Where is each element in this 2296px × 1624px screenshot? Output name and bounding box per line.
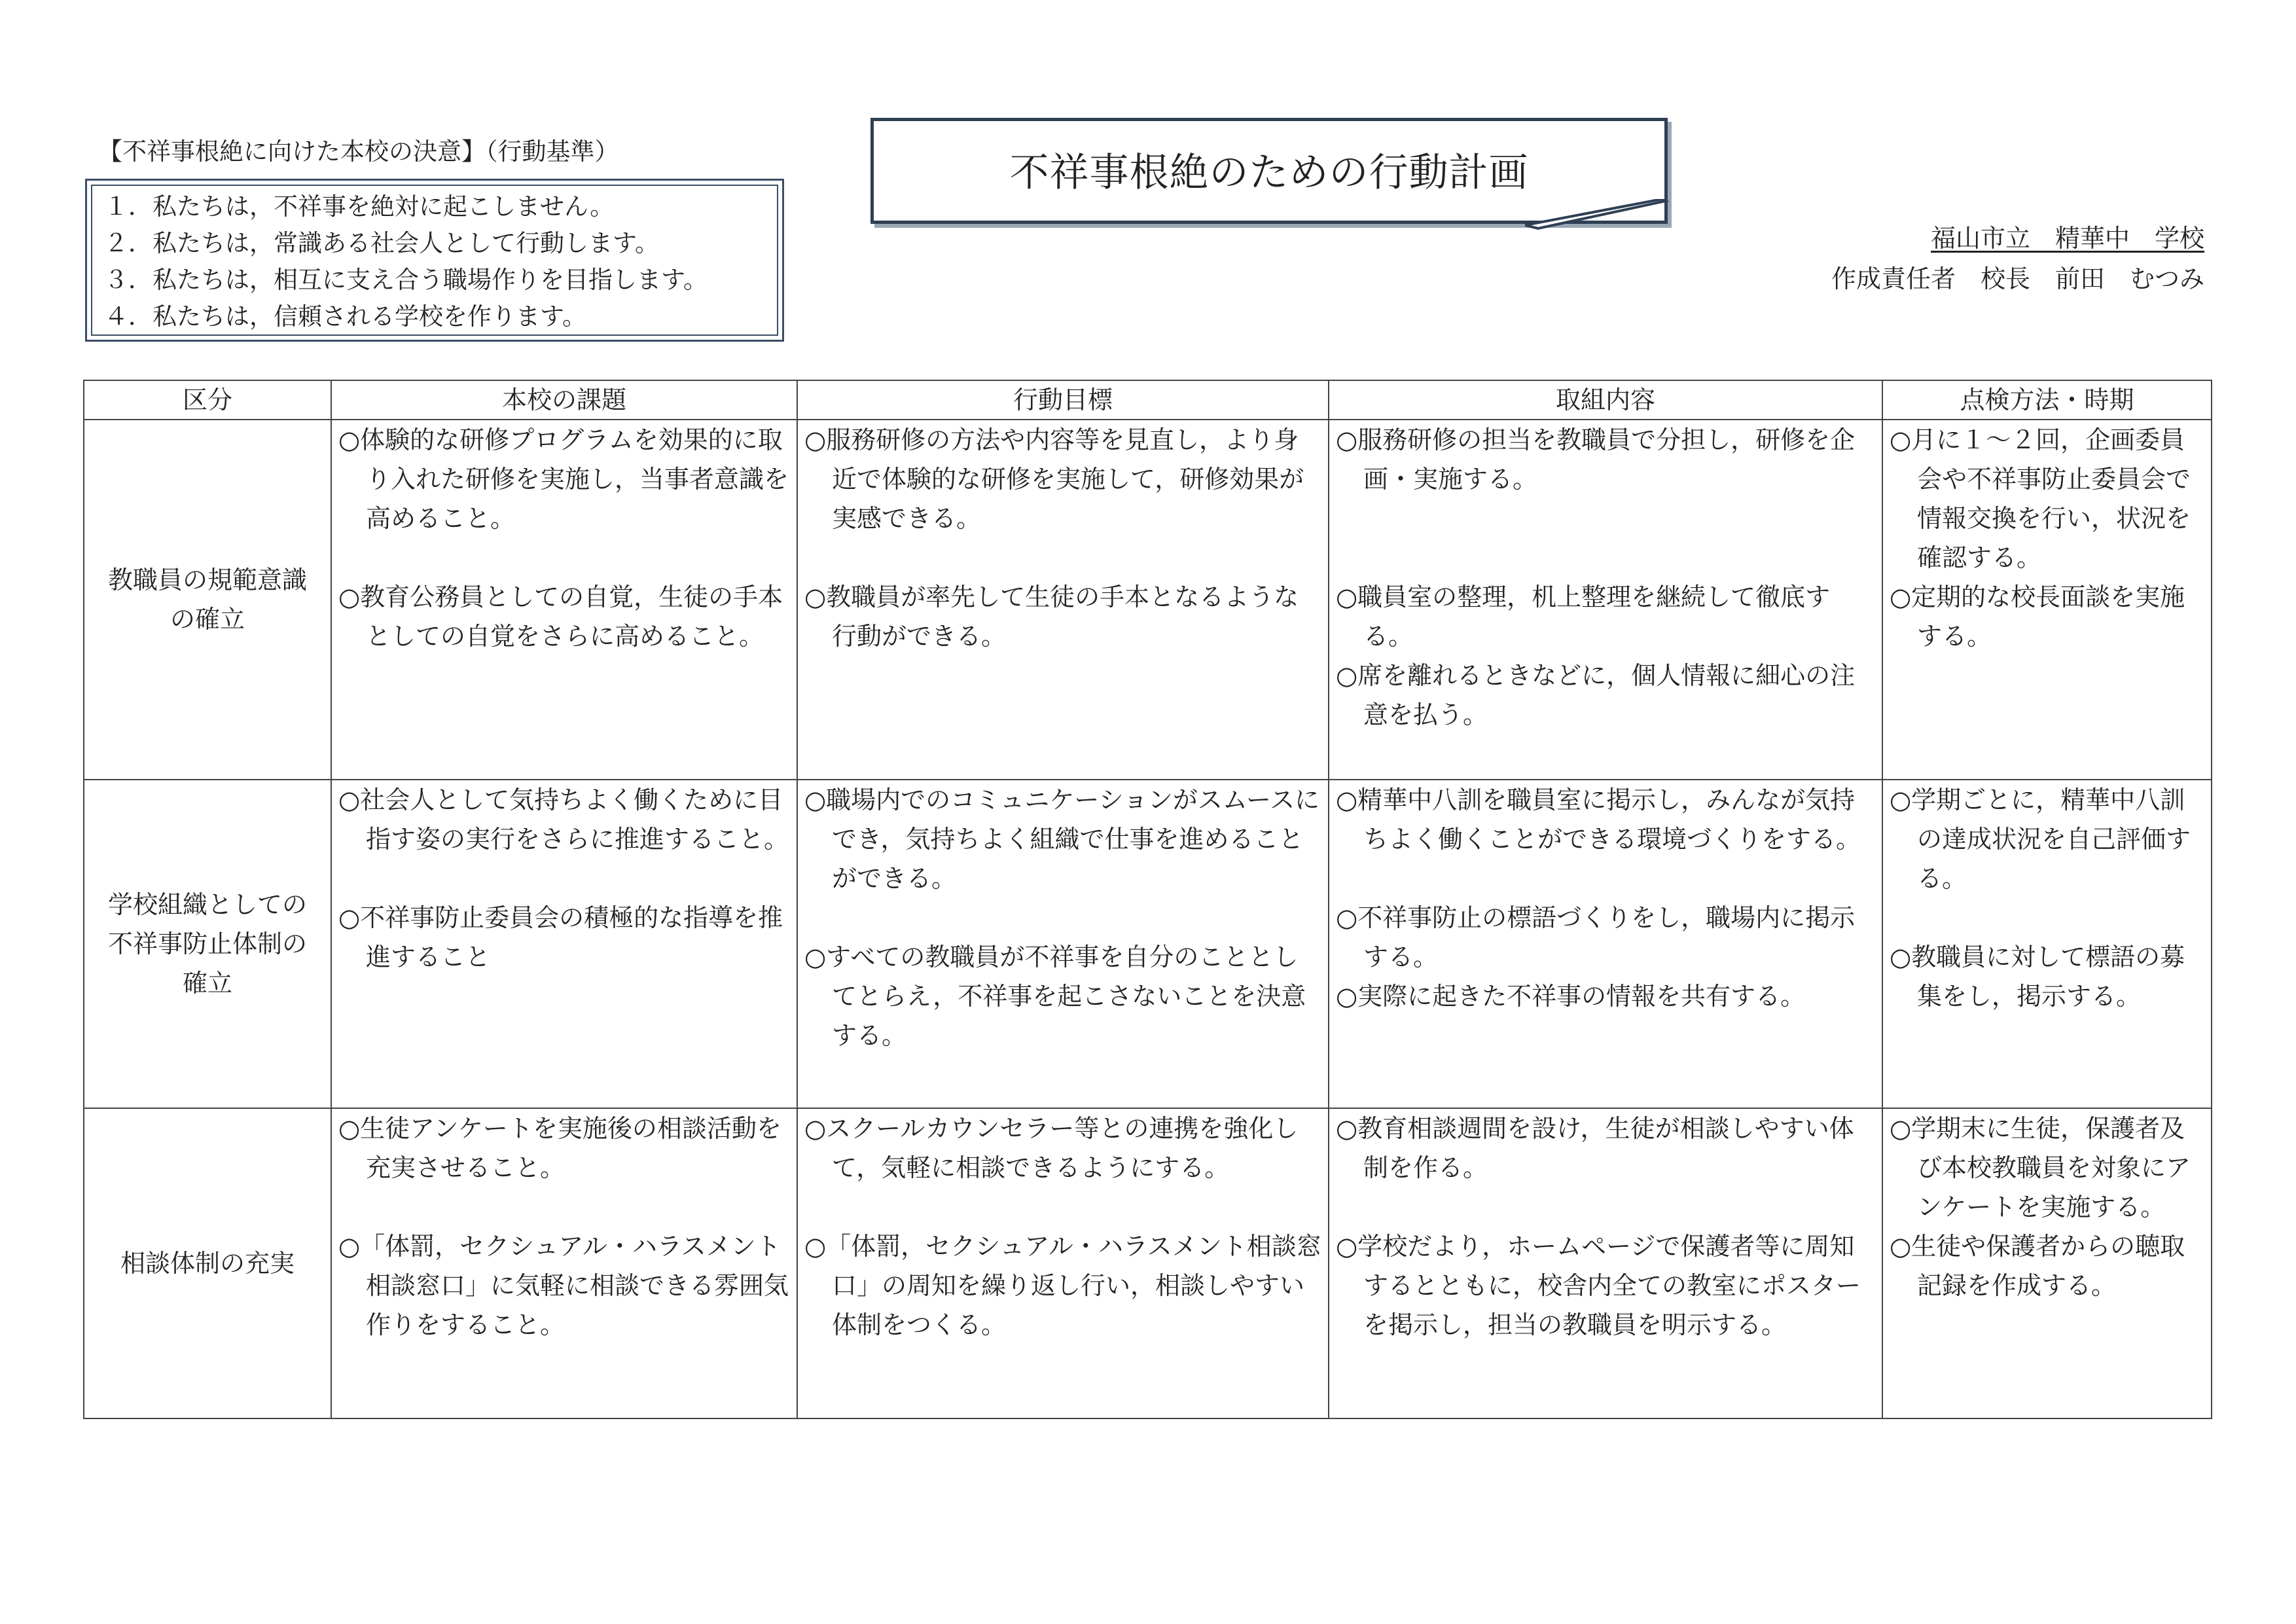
header-issues: 本校の課題 (331, 380, 797, 420)
row-issues (331, 420, 797, 780)
page-title: 不祥事根絶のための行動計画 (1009, 150, 1529, 196)
header-actions: 取組内容 (1329, 380, 1882, 420)
row-goals (797, 780, 1329, 1108)
cell-entry: ○教職員が率先して生徒の手本となるような行動ができる。 (804, 583, 1299, 651)
cell-entry: ○服務研修の方法や内容等を見直し，より身近で体験的な研修を実施して，研修効果が実感できる。 (804, 425, 1304, 533)
row-category: 相談体制の充実 (84, 1108, 331, 1418)
header-goals: 行動目標 (797, 380, 1329, 420)
author-name: 作成責任者 校長 前田 むつみ (1831, 264, 2204, 293)
cell-entry: ○「体罰，セクシュアル・ハラスメント相談窓口」の周知を繰り返し行い，相談しやすい体制をつくる。 (804, 1232, 1321, 1339)
cell-entry: ○職場内でのコミュニケーションがスムースにでき，気持ちよく組織で仕事を進めることができる。 (804, 785, 1320, 893)
cell-entry: ○学期ごとに，精華中八訓の達成状況を自己評価する。 (1890, 785, 2191, 893)
action-plan-table (83, 380, 2212, 1419)
row-checks (1882, 1108, 2212, 1418)
cell-entry: ○教育相談週間を設け，生徒が相談しやすい体制を作る。 (1336, 1114, 1854, 1182)
cell-entry: ○学校だより，ホームページで保護者等に周知するとともに，校舎内全ての教室にポスターを掲示し，担当の教職員を明示する。 (1336, 1232, 1861, 1339)
cell-entry: ○精華中八訓を職員室に掲示し，みんなが気持ちよく働くことができる環境づくりをする。 (1336, 785, 1861, 854)
cell-entry: ○不祥事防止の標語づくりをし，職場内に掲示する。 (1336, 903, 1856, 971)
cell-entry: ○体験的な研修プログラムを効果的に取り入れた研修を実施し，当事者意識を高めること。 (338, 425, 789, 533)
table-header-row (84, 380, 2212, 420)
cell-entry: ○職員室の整理，机上整理を継続して徹底する。 (1336, 583, 1831, 651)
cell-entry: ○服務研修の担当を教職員で分担し，研修を企画・実施する。 (1336, 425, 1856, 494)
cell-entry: ○定期的な校長面談を実施する。 (1890, 583, 2185, 651)
row-issues (331, 1108, 797, 1418)
row-goals (797, 420, 1329, 780)
resolve-item-4: ４．私たちは，信頼される学校を作ります。 (104, 302, 587, 331)
cell-entry: ○実際に起きた不祥事の情報を共有する。 (1336, 982, 1806, 1011)
row-actions (1329, 420, 1882, 780)
row-actions (1329, 1108, 1882, 1418)
row-goals (797, 1108, 1329, 1418)
cell-entry: ○すべての教職員が不祥事を自分のこととしてとらえ，不祥事を起こさないことを決意する。 (804, 943, 1306, 1050)
resolve-box (85, 179, 784, 342)
table-row (84, 420, 2212, 780)
cell-entry: ○席を離れるときなどに，個人情報に細心の注意を払う。 (1336, 661, 1856, 729)
cell-entry: ○「体罰，セクシュアル・ハラスメント相談窓口」に気軽に相談できる雰囲気作りをすること。 (338, 1232, 789, 1339)
cell-entry: ○学期末に生徒，保護者及び本校教職員を対象にアンケートを実施する。 (1890, 1114, 2191, 1221)
resolve-heading: 【不祥事根絶に向けた本校の決意】（行動基準） (98, 137, 619, 166)
cell-entry: ○生徒アンケートを実施後の相談活動を充実させること。 (338, 1114, 781, 1182)
cell-entry: ○スクールカウンセラー等との連携を強化して，気軽に相談できるようにする。 (804, 1114, 1299, 1182)
row-checks (1882, 780, 2212, 1108)
cell-entry: ○教育公務員としての自覚，生徒の手本としての自覚をさらに高めること。 (338, 583, 783, 651)
resolve-item-2: ２．私たちは，常識ある社会人として行動します。 (104, 229, 660, 257)
cell-entry: ○社会人として気持ちよく働くために目指す姿の実行をさらに推進すること。 (338, 785, 789, 854)
cell-entry: ○生徒や保護者からの聴取記録を作成する。 (1890, 1232, 2185, 1300)
cell-entry: ○教職員に対して標語の募集をし，掲示する。 (1890, 943, 2185, 1011)
school-name: 福山市立 精華中 学校 (1930, 224, 2204, 253)
resolve-item-1: １．私たちは，不祥事を絶対に起こしません。 (104, 192, 615, 221)
resolve-box-inner (91, 185, 778, 336)
cell-entry: ○不祥事防止委員会の積極的な指導を推進すること (338, 903, 783, 971)
row-category: 教職員の規範意識の確立 (84, 420, 331, 780)
row-issues (331, 780, 797, 1108)
header-category: 区分 (84, 380, 331, 420)
row-actions (1329, 780, 1882, 1108)
row-checks (1882, 420, 2212, 780)
header-checks: 点検方法・時期 (1882, 380, 2212, 420)
resolve-item-3: ３．私たちは，相互に支え合う職場作りを目指します。 (104, 266, 708, 294)
cell-entry: ○月に１～２回，企画委員会や不祥事防止委員会で情報交換を行い，状況を確認する。 (1890, 425, 2191, 572)
table-row (84, 1108, 2212, 1418)
row-category: 学校組織としての不祥事防止体制の確立 (84, 780, 331, 1108)
table-row (84, 780, 2212, 1108)
page-curl-decoration (1525, 199, 1676, 232)
